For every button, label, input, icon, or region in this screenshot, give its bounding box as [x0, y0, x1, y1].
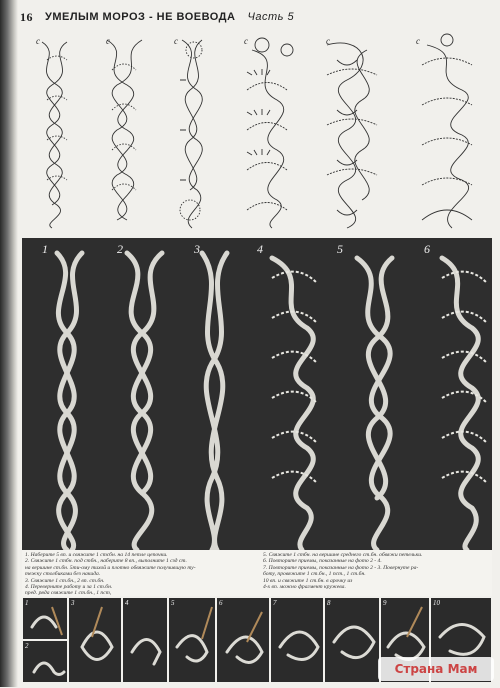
photo-label-5: 5	[337, 242, 343, 256]
photo-label-2: 2	[117, 242, 123, 256]
page-number: 16	[20, 9, 33, 24]
diagram-3	[180, 40, 202, 228]
instruction-line: 4-х вп. можно фрагмент кружева.	[263, 584, 346, 591]
site-watermark-logo	[378, 657, 494, 681]
photo-label-1: 1	[42, 242, 48, 256]
instruction-line: 3. Свяжите 1 ст.бн., 2 вп. ст.бн.	[25, 577, 105, 584]
step-label-9: 9	[383, 599, 387, 607]
lace-photo	[22, 238, 492, 550]
step-label-3: 3	[71, 599, 75, 607]
instruction-line: 5. Свяжите 1 стбн. на вершине среднего ст.бн. обвяжи петельки.	[263, 552, 423, 558]
instruction-line: на вершине ст.бн. 5ти-ому тихой и плотно обвяжите получившую ту-	[25, 564, 196, 571]
svg-text:c: c	[174, 36, 178, 46]
instruction-line: 4. Переверните работу и за 1 ст.бн.	[25, 584, 113, 591]
photo-label-4: 4	[257, 242, 263, 256]
step-label-10: 10	[433, 599, 440, 607]
instruction-line: 1. Наберите 5 вп. и свяжите 1 стсбн. на 14 петле цепочки.	[25, 552, 168, 558]
photo-label-6: 6	[424, 242, 430, 256]
step-label-7: 7	[273, 599, 277, 607]
instruction-line: 7. Повторите приемы, показанные на фото 2 - 3. Повернуте ра-	[263, 564, 419, 571]
photo-label-3: 3	[194, 242, 200, 256]
svg-text:c: c	[36, 36, 40, 46]
svg-text:c: c	[416, 36, 420, 46]
instruction-line: пред. ряда свяжите 1 ст.бн., 1 пст,	[25, 590, 112, 597]
diagram-1	[42, 42, 67, 228]
instruction-line: боту, провяжите 1 ст.бн., 1 пст., 1 ст.бн.	[263, 571, 366, 578]
page-part: Часть 5	[247, 11, 295, 23]
watermark-text: Страна Мам	[394, 662, 478, 676]
svg-text:c: c	[326, 36, 330, 46]
instructions-right	[260, 550, 492, 596]
step-label-4: 4	[125, 599, 129, 607]
step-label-8: 8	[327, 599, 331, 607]
svg-text:c: c	[244, 36, 248, 46]
step-label-6: 6	[219, 599, 223, 607]
page-header	[20, 6, 490, 28]
step-label-2: 2	[25, 642, 29, 650]
instruction-line: 6. Повторите приемы, показанные на фото 2 - 4.	[263, 558, 382, 565]
page-title: УМЕЛЫМ МОРОЗ - НЕ ВОЕВОДА	[45, 11, 236, 23]
diagram-5	[327, 43, 377, 228]
diagram-6	[422, 34, 472, 228]
book-spine-shadow	[0, 0, 18, 687]
instruction-line: 2. Свяжите 1 стбн. под стбн., наберите 8 вп., выполните 1 сзд ст.	[25, 558, 187, 565]
diagram-2	[107, 40, 142, 220]
instructions-left	[22, 550, 254, 596]
diagram-4	[247, 38, 293, 228]
lace-strips	[22, 238, 492, 550]
crochet-diagrams	[22, 30, 492, 230]
svg-text:c: c	[106, 36, 110, 46]
step-label-1: 1	[25, 599, 29, 607]
instruction-line: тежку столбиками без накида.	[25, 571, 101, 578]
instructions-text	[22, 550, 492, 596]
instruction-line: 10 вп. и свяжите 1 ст.бн. в арочку из	[263, 577, 353, 584]
step-label-5: 5	[171, 599, 175, 607]
